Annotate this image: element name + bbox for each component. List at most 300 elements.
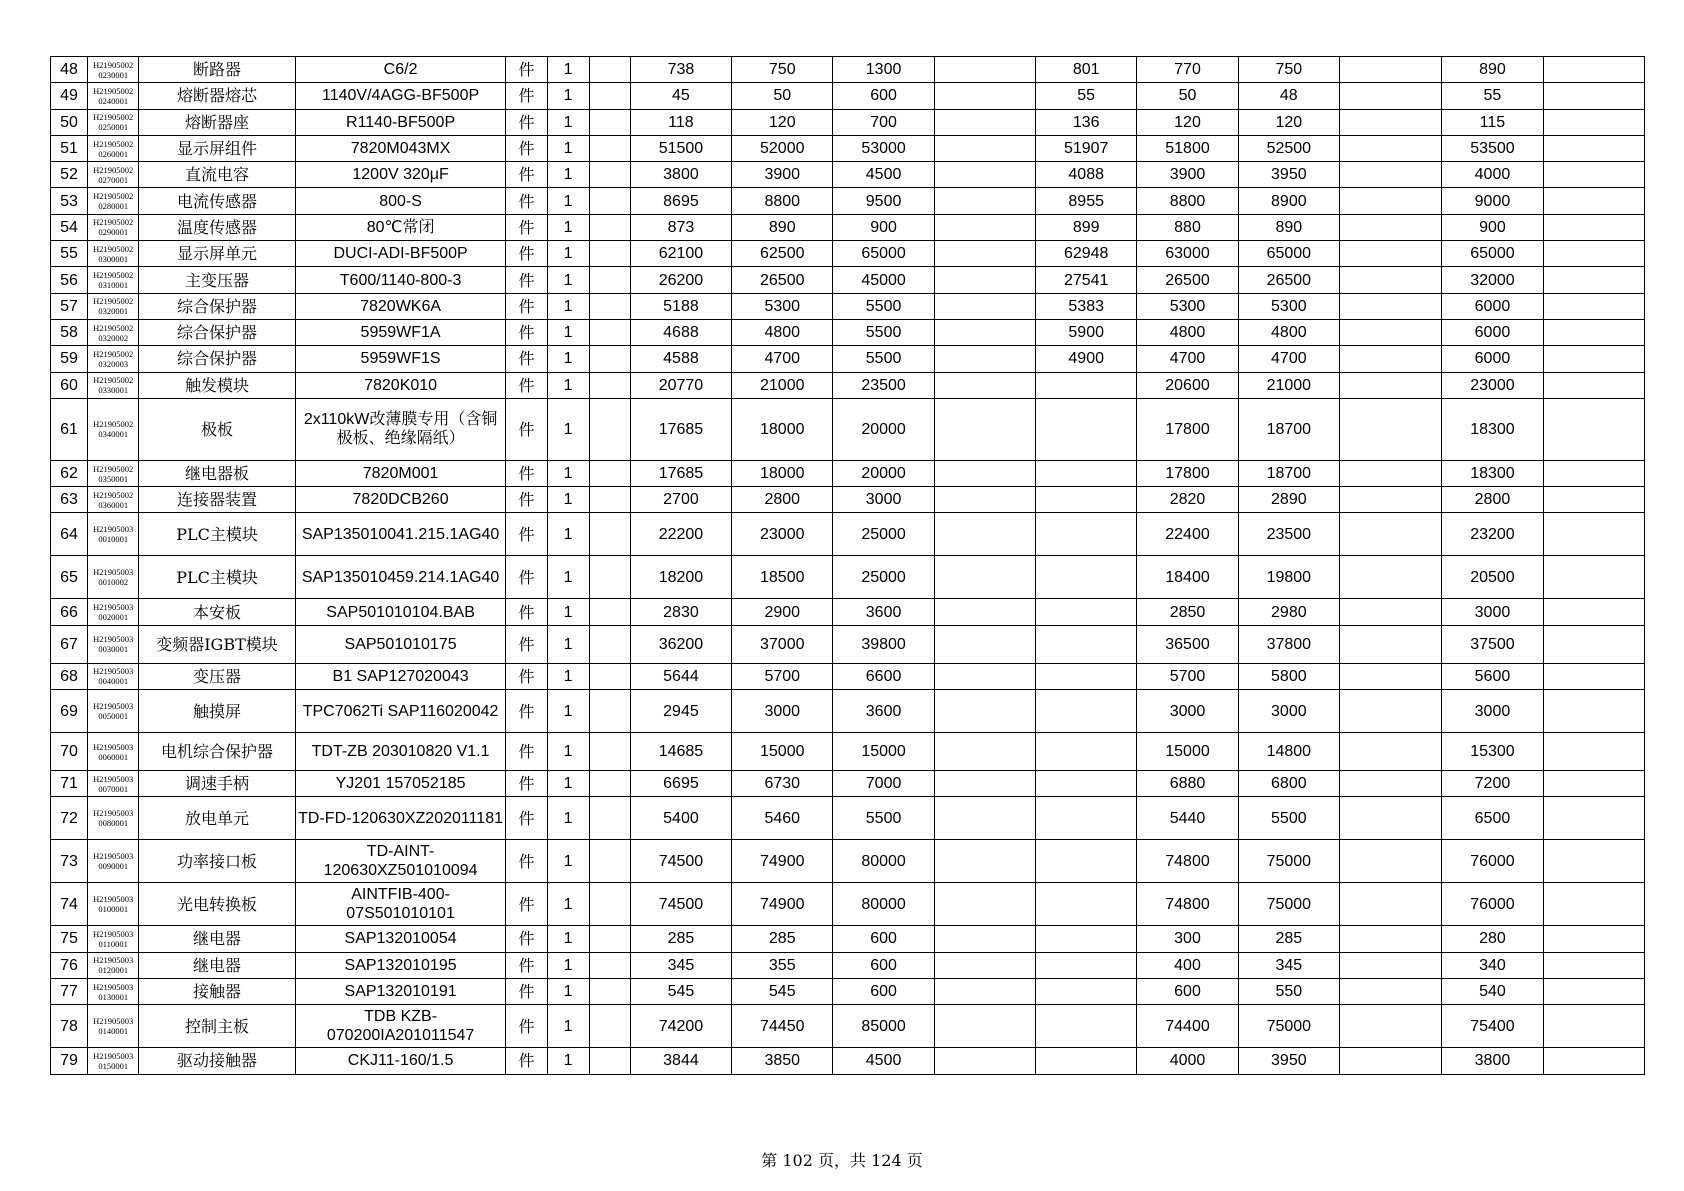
price-cell: 890 — [1442, 57, 1543, 83]
price-cell: 75000 — [1238, 883, 1339, 926]
blank-cell — [589, 293, 630, 319]
row-number: 58 — [51, 319, 88, 345]
table-row — [51, 926, 1645, 952]
price-cell: 27541 — [1036, 267, 1137, 293]
price-cell: 65000 — [833, 241, 934, 267]
blank-cell — [934, 162, 1035, 188]
price-cell: 6600 — [833, 663, 934, 689]
price-cell: 801 — [1036, 57, 1137, 83]
price-cell: 51800 — [1137, 135, 1238, 161]
row-number: 68 — [51, 663, 88, 689]
price-cell: 890 — [1238, 214, 1339, 240]
price-cell: 76000 — [1442, 883, 1543, 926]
price-cell: 5400 — [630, 797, 731, 840]
price-cell: 6800 — [1238, 771, 1339, 797]
price-cell: 285 — [732, 926, 833, 952]
table-row — [51, 346, 1645, 372]
blank-cell — [934, 978, 1035, 1004]
item-name: 放电单元 — [139, 797, 295, 840]
blank-cell — [1339, 346, 1441, 372]
blank-cell — [589, 733, 630, 771]
item-code: H21905002 0320002 — [88, 319, 139, 345]
item-spec: CKJ11-160/1.5 — [295, 1048, 506, 1074]
blank-cell — [934, 214, 1035, 240]
blank-cell — [589, 690, 630, 733]
price-cell: 2850 — [1137, 599, 1238, 625]
item-unit: 件 — [506, 978, 547, 1004]
item-code: H21905002 0300001 — [88, 241, 139, 267]
item-code: H21905002 0330001 — [88, 372, 139, 398]
price-cell: 25000 — [833, 556, 934, 599]
blank-cell — [589, 188, 630, 214]
item-name: 直流电容 — [139, 162, 295, 188]
blank-cell — [1339, 83, 1441, 109]
blank-cell — [1339, 556, 1441, 599]
price-cell: 62500 — [732, 241, 833, 267]
blank-cell — [1339, 135, 1441, 161]
blank-cell — [1339, 487, 1441, 513]
price-cell: 738 — [630, 57, 731, 83]
item-qty: 1 — [547, 690, 589, 733]
blank-cell — [1543, 1048, 1644, 1074]
item-unit: 件 — [506, 771, 547, 797]
table-row — [51, 109, 1645, 135]
blank-cell — [1543, 162, 1644, 188]
price-cell: 3000 — [1137, 690, 1238, 733]
table-row — [51, 398, 1645, 460]
item-unit: 件 — [506, 57, 547, 83]
price-cell: 51500 — [630, 135, 731, 161]
price-cell: 3000 — [1238, 690, 1339, 733]
row-number: 66 — [51, 599, 88, 625]
item-code: H21905002 0360001 — [88, 487, 139, 513]
item-spec: TDT-ZB 203010820 V1.1 — [295, 733, 506, 771]
item-name: 熔断器座 — [139, 109, 295, 135]
table-row — [51, 1048, 1645, 1074]
price-cell: 15300 — [1442, 733, 1543, 771]
blank-cell — [1339, 109, 1441, 135]
item-code: H21905003 0100001 — [88, 883, 139, 926]
blank-cell — [934, 1005, 1035, 1048]
price-cell: 51907 — [1036, 135, 1137, 161]
item-qty: 1 — [547, 372, 589, 398]
blank-cell — [1339, 625, 1441, 663]
price-cell: 62100 — [630, 241, 731, 267]
item-qty: 1 — [547, 188, 589, 214]
price-cell — [1036, 599, 1137, 625]
item-code: H21905003 0150001 — [88, 1048, 139, 1074]
item-name: 变压器 — [139, 663, 295, 689]
blank-cell — [934, 188, 1035, 214]
price-cell: 118 — [630, 109, 731, 135]
price-cell: 18500 — [732, 556, 833, 599]
item-code: H21905003 0120001 — [88, 952, 139, 978]
blank-cell — [1543, 319, 1644, 345]
price-cell: 340 — [1442, 952, 1543, 978]
item-code: H21905002 0260001 — [88, 135, 139, 161]
blank-cell — [589, 840, 630, 883]
price-cell: 39800 — [833, 625, 934, 663]
blank-cell — [589, 625, 630, 663]
price-cell: 5300 — [1238, 293, 1339, 319]
price-cell: 85000 — [833, 1005, 934, 1048]
blank-cell — [1339, 952, 1441, 978]
item-name: 连接器装置 — [139, 487, 295, 513]
table-row — [51, 513, 1645, 556]
blank-cell — [589, 513, 630, 556]
price-cell: 14685 — [630, 733, 731, 771]
price-cell: 4900 — [1036, 346, 1137, 372]
page-footer: 第 102 页，共 124 页 — [761, 1151, 923, 1170]
price-cell: 22400 — [1137, 513, 1238, 556]
item-unit: 件 — [506, 83, 547, 109]
blank-cell — [1339, 840, 1441, 883]
item-unit: 件 — [506, 460, 547, 486]
item-unit: 件 — [506, 162, 547, 188]
price-cell — [1036, 797, 1137, 840]
item-unit: 件 — [506, 267, 547, 293]
price-cell: 400 — [1137, 952, 1238, 978]
price-cell: 5300 — [1137, 293, 1238, 319]
row-number: 48 — [51, 57, 88, 83]
blank-cell — [589, 926, 630, 952]
row-number: 53 — [51, 188, 88, 214]
item-code: H21905003 0040001 — [88, 663, 139, 689]
price-cell: 280 — [1442, 926, 1543, 952]
table-row — [51, 883, 1645, 926]
price-cell: 32000 — [1442, 267, 1543, 293]
item-unit: 件 — [506, 1005, 547, 1048]
price-cell: 3000 — [1442, 690, 1543, 733]
item-qty: 1 — [547, 83, 589, 109]
table-row — [51, 57, 1645, 83]
price-cell — [1036, 372, 1137, 398]
blank-cell — [934, 57, 1035, 83]
price-cell: 75000 — [1238, 840, 1339, 883]
row-number: 61 — [51, 398, 88, 460]
item-unit: 件 — [506, 926, 547, 952]
price-cell: 20000 — [833, 398, 934, 460]
price-cell: 23500 — [1238, 513, 1339, 556]
blank-cell — [1339, 771, 1441, 797]
item-qty: 1 — [547, 398, 589, 460]
item-code: H21905002 0350001 — [88, 460, 139, 486]
price-cell: 37500 — [1442, 625, 1543, 663]
item-qty: 1 — [547, 267, 589, 293]
table-row — [51, 372, 1645, 398]
price-cell: 20770 — [630, 372, 731, 398]
item-unit: 件 — [506, 840, 547, 883]
price-cell — [1036, 398, 1137, 460]
price-cell: 20500 — [1442, 556, 1543, 599]
price-cell: 4700 — [1137, 346, 1238, 372]
price-cell — [1036, 978, 1137, 1004]
price-cell: 5644 — [630, 663, 731, 689]
price-cell: 1300 — [833, 57, 934, 83]
blank-cell — [589, 214, 630, 240]
item-qty: 1 — [547, 883, 589, 926]
item-qty: 1 — [547, 487, 589, 513]
price-cell: 5800 — [1238, 663, 1339, 689]
item-name: 接触器 — [139, 978, 295, 1004]
blank-cell — [934, 1048, 1035, 1074]
item-spec: SAP135010041.215.1AG40 — [295, 513, 506, 556]
blank-cell — [934, 952, 1035, 978]
blank-cell — [1339, 188, 1441, 214]
blank-cell — [1339, 690, 1441, 733]
item-name: 电流传感器 — [139, 188, 295, 214]
price-cell: 3844 — [630, 1048, 731, 1074]
price-cell: 18700 — [1238, 460, 1339, 486]
price-cell: 50 — [732, 83, 833, 109]
price-cell: 6730 — [732, 771, 833, 797]
price-cell: 18700 — [1238, 398, 1339, 460]
price-cell: 80000 — [833, 883, 934, 926]
item-name: 控制主板 — [139, 1005, 295, 1048]
price-cell: 23200 — [1442, 513, 1543, 556]
price-cell: 5600 — [1442, 663, 1543, 689]
price-cell: 52000 — [732, 135, 833, 161]
price-cell: 900 — [833, 214, 934, 240]
price-cell — [1036, 487, 1137, 513]
price-cell: 8695 — [630, 188, 731, 214]
price-cell: 2820 — [1137, 487, 1238, 513]
table-row — [51, 188, 1645, 214]
blank-cell — [934, 372, 1035, 398]
blank-cell — [934, 83, 1035, 109]
price-cell: 15000 — [732, 733, 833, 771]
price-cell: 2830 — [630, 599, 731, 625]
price-cell: 18000 — [732, 398, 833, 460]
item-qty: 1 — [547, 733, 589, 771]
price-cell: 115 — [1442, 109, 1543, 135]
item-qty: 1 — [547, 771, 589, 797]
blank-cell — [589, 319, 630, 345]
price-cell: 8900 — [1238, 188, 1339, 214]
blank-cell — [589, 952, 630, 978]
item-code: H21905002 0320003 — [88, 346, 139, 372]
blank-cell — [1543, 599, 1644, 625]
blank-cell — [589, 162, 630, 188]
price-cell — [1036, 625, 1137, 663]
price-cell: 45000 — [833, 267, 934, 293]
price-cell: 3600 — [833, 599, 934, 625]
item-code: H21905002 0230001 — [88, 57, 139, 83]
item-spec: TPC7062Ti SAP116020042 — [295, 690, 506, 733]
price-cell: 9500 — [833, 188, 934, 214]
item-spec: C6/2 — [295, 57, 506, 83]
blank-cell — [1543, 398, 1644, 460]
blank-cell — [1543, 135, 1644, 161]
blank-cell — [589, 372, 630, 398]
item-qty: 1 — [547, 346, 589, 372]
item-unit: 件 — [506, 214, 547, 240]
price-cell: 4500 — [833, 162, 934, 188]
item-name: 继电器 — [139, 926, 295, 952]
price-cell: 4700 — [1238, 346, 1339, 372]
price-cell: 285 — [630, 926, 731, 952]
row-number: 60 — [51, 372, 88, 398]
blank-cell — [1543, 797, 1644, 840]
price-cell: 53500 — [1442, 135, 1543, 161]
blank-cell — [934, 109, 1035, 135]
price-cell: 4800 — [1238, 319, 1339, 345]
item-qty: 1 — [547, 663, 589, 689]
price-cell: 540 — [1442, 978, 1543, 1004]
price-cell: 74800 — [1137, 883, 1238, 926]
price-cell: 5383 — [1036, 293, 1137, 319]
item-unit: 件 — [506, 599, 547, 625]
price-cell: 3850 — [732, 1048, 833, 1074]
price-cell: 55 — [1442, 83, 1543, 109]
item-qty: 1 — [547, 952, 589, 978]
blank-cell — [589, 346, 630, 372]
item-spec: B1 SAP127020043 — [295, 663, 506, 689]
blank-cell — [1543, 267, 1644, 293]
row-number: 77 — [51, 978, 88, 1004]
item-code: H21905003 0010002 — [88, 556, 139, 599]
price-cell: 18000 — [732, 460, 833, 486]
price-cell: 4800 — [732, 319, 833, 345]
blank-cell — [1543, 372, 1644, 398]
price-cell: 4588 — [630, 346, 731, 372]
blank-cell — [1339, 1005, 1441, 1048]
price-cell — [1036, 733, 1137, 771]
price-cell — [1036, 883, 1137, 926]
row-number: 67 — [51, 625, 88, 663]
item-spec: SAP135010459.214.1AG40 — [295, 556, 506, 599]
price-cell: 3000 — [732, 690, 833, 733]
price-cell: 3900 — [1137, 162, 1238, 188]
row-number: 63 — [51, 487, 88, 513]
item-unit: 件 — [506, 625, 547, 663]
price-cell: 26500 — [1137, 267, 1238, 293]
table-row — [51, 978, 1645, 1004]
blank-cell — [589, 135, 630, 161]
price-cell: 74400 — [1137, 1005, 1238, 1048]
price-cell: 23500 — [833, 372, 934, 398]
price-cell: 20000 — [833, 460, 934, 486]
item-qty: 1 — [547, 797, 589, 840]
blank-cell — [1339, 319, 1441, 345]
price-cell: 5500 — [833, 319, 934, 345]
item-spec: 7820K010 — [295, 372, 506, 398]
blank-cell — [1543, 214, 1644, 240]
blank-cell — [589, 556, 630, 599]
price-cell: 17800 — [1137, 398, 1238, 460]
table-row — [51, 797, 1645, 840]
price-cell: 5500 — [833, 797, 934, 840]
table-row — [51, 952, 1645, 978]
item-name: 极板 — [139, 398, 295, 460]
blank-cell — [1339, 599, 1441, 625]
table-row — [51, 487, 1645, 513]
blank-cell — [1339, 926, 1441, 952]
price-cell: 8800 — [1137, 188, 1238, 214]
blank-cell — [1543, 556, 1644, 599]
blank-cell — [1543, 690, 1644, 733]
price-cell: 600 — [833, 952, 934, 978]
price-cell: 5700 — [1137, 663, 1238, 689]
price-cell: 2800 — [1442, 487, 1543, 513]
blank-cell — [1339, 57, 1441, 83]
blank-cell — [1543, 83, 1644, 109]
item-code: H21905003 0070001 — [88, 771, 139, 797]
table-row — [51, 83, 1645, 109]
item-unit: 件 — [506, 188, 547, 214]
blank-cell — [1339, 241, 1441, 267]
row-number: 73 — [51, 840, 88, 883]
item-unit: 件 — [506, 487, 547, 513]
blank-cell — [934, 513, 1035, 556]
blank-cell — [589, 83, 630, 109]
blank-cell — [1543, 188, 1644, 214]
price-cell: 5700 — [732, 663, 833, 689]
item-spec: TDB KZB-070200IA201011547 — [295, 1005, 506, 1048]
price-cell: 26500 — [1238, 267, 1339, 293]
item-name: 光电转换板 — [139, 883, 295, 926]
blank-cell — [589, 487, 630, 513]
item-name: 继电器板 — [139, 460, 295, 486]
table-row — [51, 162, 1645, 188]
row-number: 69 — [51, 690, 88, 733]
price-cell: 48 — [1238, 83, 1339, 109]
table-row — [51, 840, 1645, 883]
item-spec: 7820M001 — [295, 460, 506, 486]
price-cell: 750 — [1238, 57, 1339, 83]
item-qty: 1 — [547, 293, 589, 319]
item-name: 本安板 — [139, 599, 295, 625]
blank-cell — [1543, 926, 1644, 952]
row-number: 52 — [51, 162, 88, 188]
price-cell: 15000 — [1137, 733, 1238, 771]
price-cell: 22200 — [630, 513, 731, 556]
item-name: 综合保护器 — [139, 319, 295, 345]
table-row — [51, 1005, 1645, 1048]
blank-cell — [934, 346, 1035, 372]
blank-cell — [1543, 771, 1644, 797]
blank-cell — [1543, 346, 1644, 372]
row-number: 65 — [51, 556, 88, 599]
price-cell: 3950 — [1238, 1048, 1339, 1074]
table-row — [51, 293, 1645, 319]
blank-cell — [1543, 293, 1644, 319]
price-cell: 37000 — [732, 625, 833, 663]
item-unit: 件 — [506, 663, 547, 689]
item-unit: 件 — [506, 556, 547, 599]
price-cell: 345 — [630, 952, 731, 978]
item-code: H21905003 0110001 — [88, 926, 139, 952]
row-number: 75 — [51, 926, 88, 952]
price-cell: 6000 — [1442, 293, 1543, 319]
price-cell: 4000 — [1442, 162, 1543, 188]
blank-cell — [1339, 1048, 1441, 1074]
price-cell: 75400 — [1442, 1005, 1543, 1048]
item-qty: 1 — [547, 1048, 589, 1074]
blank-cell — [1543, 241, 1644, 267]
price-cell: 120 — [1238, 109, 1339, 135]
table-row — [51, 135, 1645, 161]
price-cell: 6000 — [1442, 319, 1543, 345]
price-cell: 545 — [732, 978, 833, 1004]
blank-cell — [589, 883, 630, 926]
table-row — [51, 599, 1645, 625]
blank-cell — [934, 319, 1035, 345]
item-unit: 件 — [506, 109, 547, 135]
blank-cell — [1339, 733, 1441, 771]
price-cell: 5300 — [732, 293, 833, 319]
price-cell — [1036, 460, 1137, 486]
